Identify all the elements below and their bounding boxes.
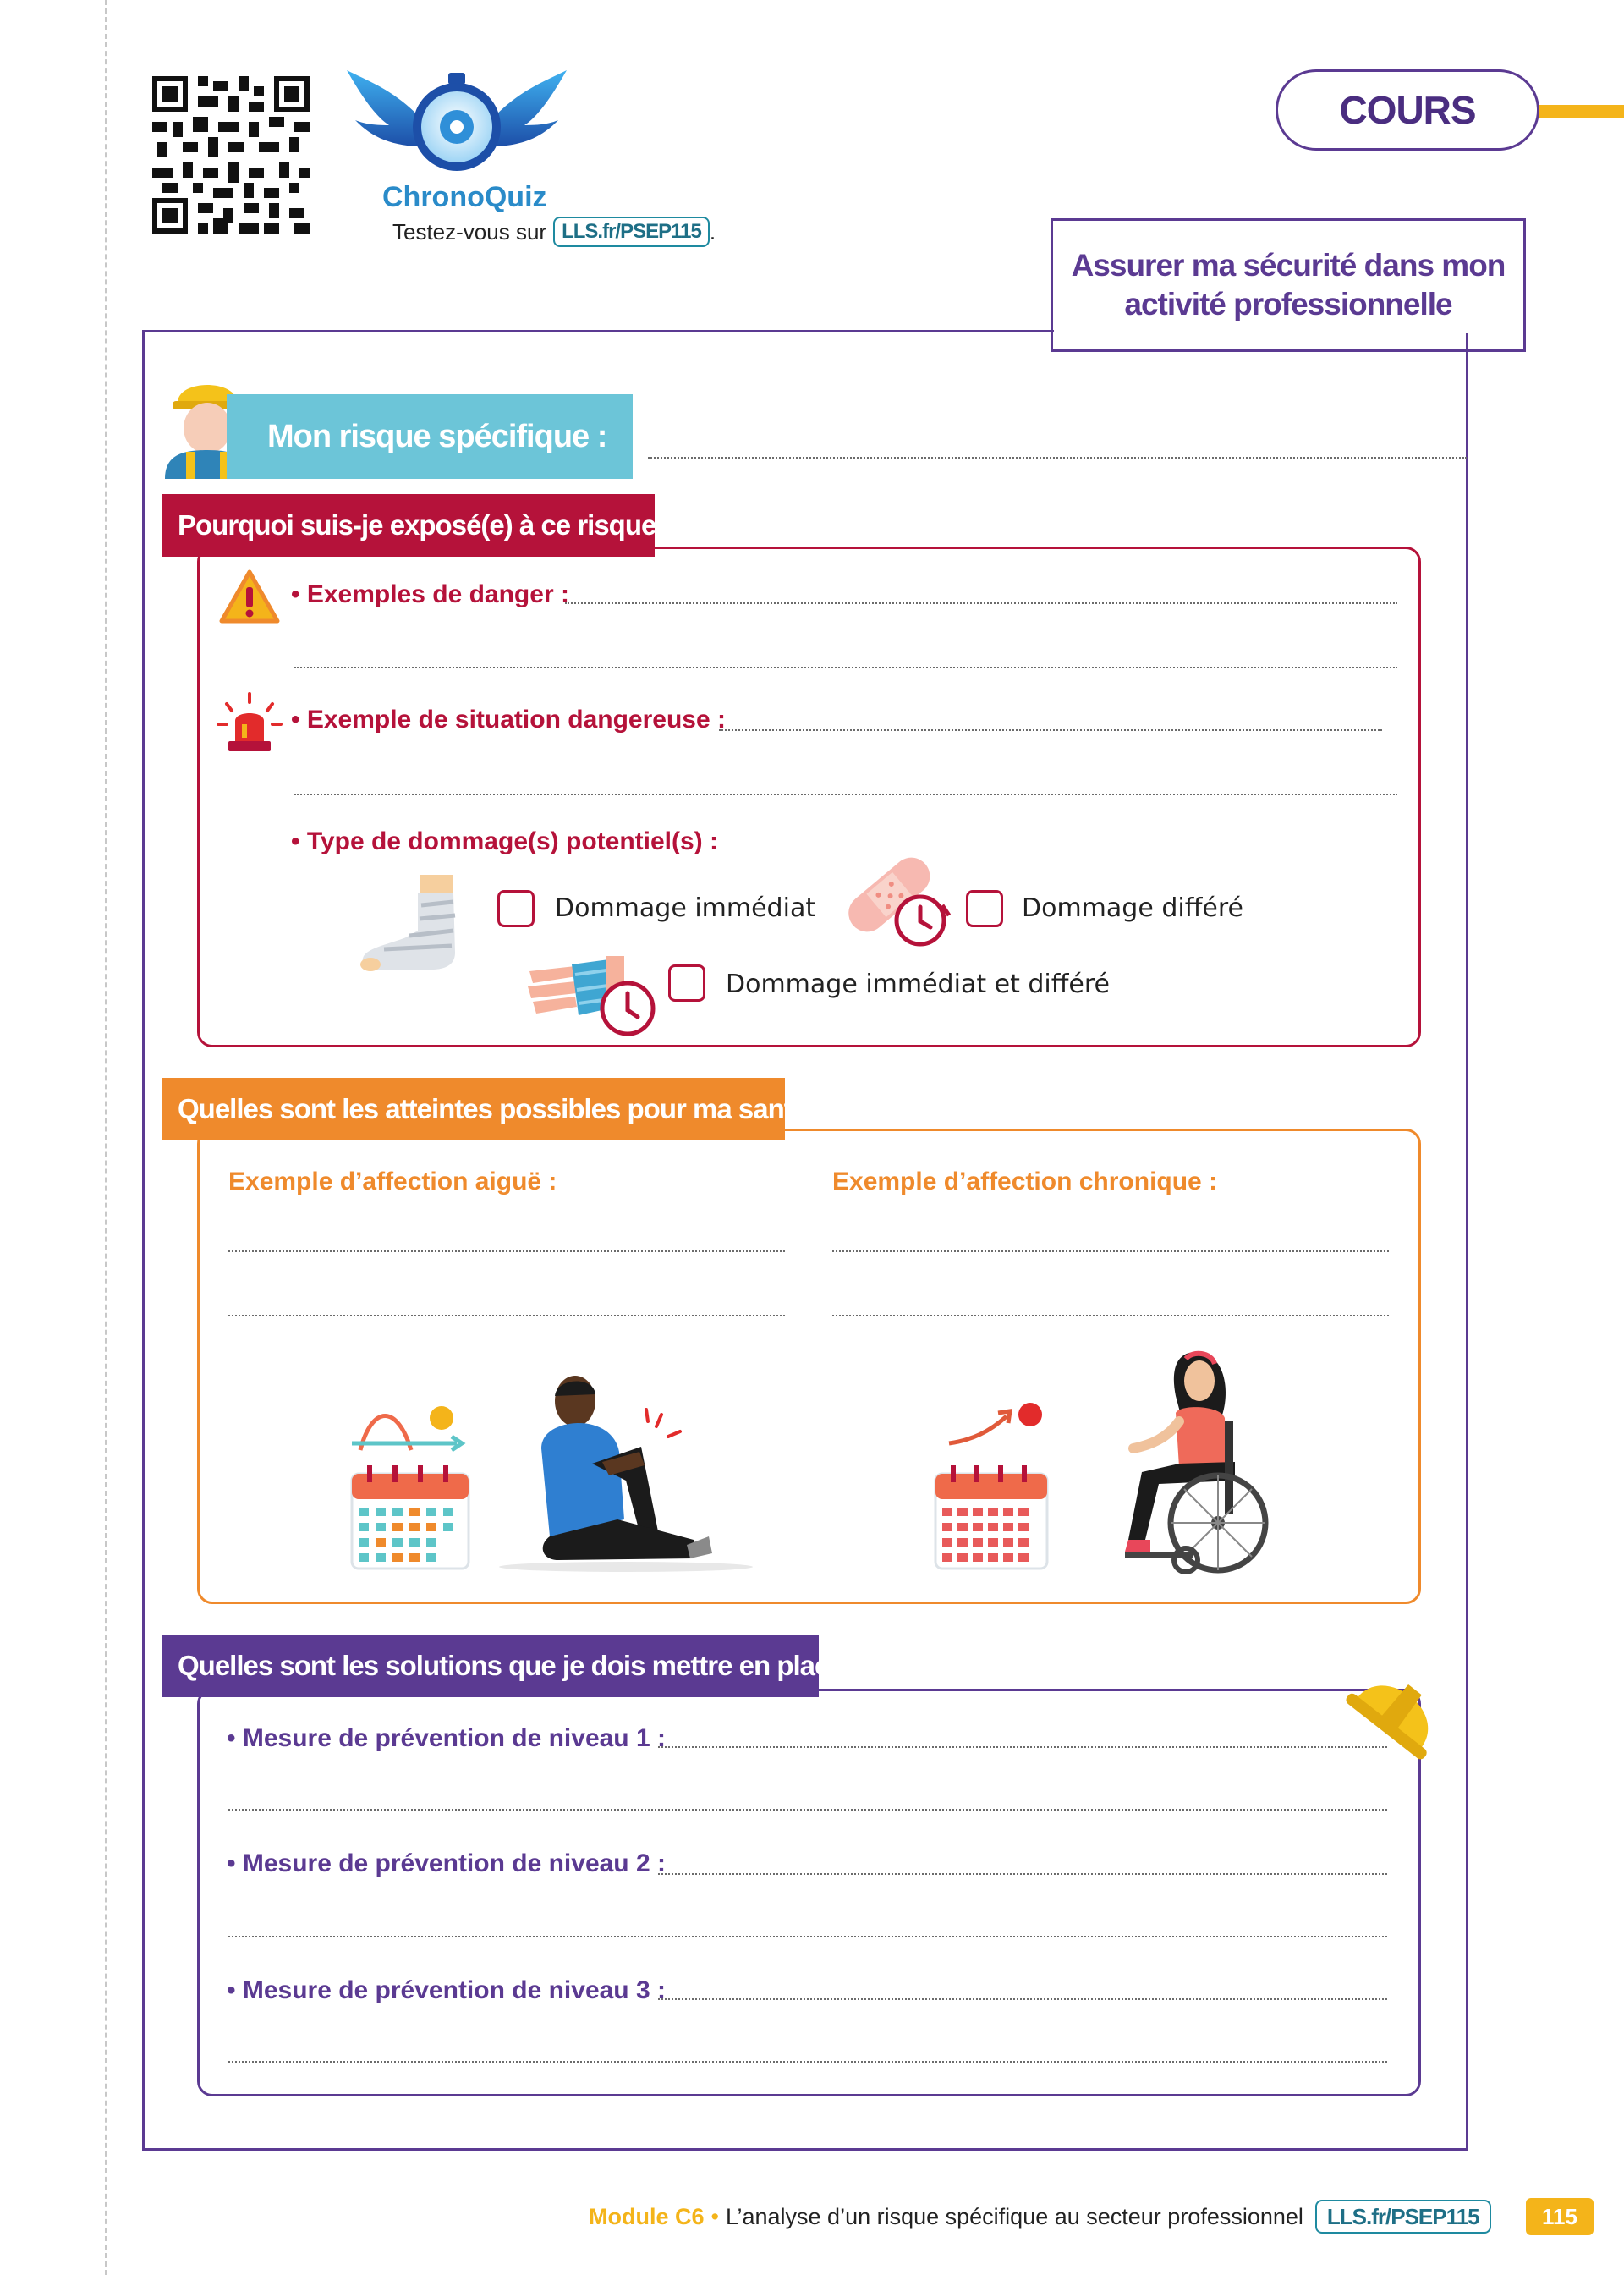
- chronic-answer-line-2[interactable]: [832, 1315, 1389, 1316]
- footer-link[interactable]: LLS.fr/PSEP115: [1315, 2200, 1491, 2234]
- acute-answer-line-2[interactable]: [228, 1315, 785, 1316]
- chronoquiz-logo-icon: [347, 66, 567, 180]
- chapter-title-line2: activité professionnelle: [1124, 287, 1452, 321]
- chronoquiz-title: ChronoQuiz: [382, 181, 547, 213]
- quiz-invite: [392, 217, 716, 247]
- risk-answer-line[interactable]: [648, 457, 1467, 459]
- footer: [589, 2200, 1491, 2234]
- bandaged-foot-icon: [359, 871, 465, 975]
- footer-separator: •: [710, 2203, 719, 2229]
- bandaged-hand-clock-icon: [524, 941, 660, 1037]
- warning-icon: [218, 569, 281, 624]
- exposure-heading: Pourquoi suis-je exposé(e) à ce risque ?: [178, 509, 679, 541]
- prevention-level-2-label: • Mesure de prévention de niveau 2 :: [227, 1849, 666, 1877]
- situation-label: • Exemple de situation dangereuse :: [291, 706, 726, 734]
- binding-line: [105, 0, 107, 2275]
- delayed-damage-label: Dommage différé: [1022, 893, 1243, 923]
- danger-answer-line-1[interactable]: [565, 602, 1397, 604]
- injured-man-illustration: [491, 1371, 761, 1574]
- health-heading-band: [162, 1078, 831, 1140]
- damage-label: • Type de dommage(s) potentiel(s) :: [291, 827, 718, 855]
- prevention-level-1-label: • Mesure de prévention de niveau 1 :: [227, 1724, 666, 1752]
- solutions-heading: Quelles sont les solutions que je dois mettre en place ?: [178, 1650, 868, 1681]
- danger-label: • Exemples de danger :: [291, 580, 569, 608]
- page-number: 115: [1542, 2203, 1577, 2229]
- solutions-heading-band: [162, 1635, 868, 1697]
- hard-hat-icon: [1345, 1655, 1450, 1770]
- chronic-label: Exemple d’affection chronique :: [832, 1168, 1218, 1195]
- immediate-damage-checkbox[interactable]: [497, 890, 535, 927]
- chronic-answer-line-1[interactable]: [832, 1250, 1389, 1252]
- immediate-damage-label: Dommage immédiat: [555, 893, 816, 923]
- health-heading: Quelles sont les atteintes possibles pour ma santé ?: [178, 1093, 831, 1124]
- wheelchair-woman-illustration: [1108, 1345, 1277, 1577]
- footer-module: Module C6: [589, 2203, 705, 2229]
- section-tag: [1276, 69, 1539, 151]
- risk-label-band: [227, 394, 633, 479]
- acute-label: Exemple d’affection aiguë :: [228, 1168, 557, 1195]
- plaster-clock-icon: [837, 843, 952, 949]
- section-tag-label: COURS: [1339, 88, 1476, 132]
- immediate-delayed-damage-checkbox[interactable]: [668, 964, 705, 1002]
- page-number-badge: [1526, 2198, 1594, 2235]
- acute-calendar-icon: [347, 1396, 474, 1574]
- danger-answer-line-2[interactable]: [294, 667, 1397, 668]
- chapter-title-line1: Assurer ma sécurité dans mon: [1071, 248, 1506, 283]
- alarm-siren-icon: [217, 690, 283, 755]
- prevention-level-2-line-2[interactable]: [228, 1936, 1387, 1937]
- quiz-link[interactable]: LLS.fr/PSEP115: [553, 217, 710, 247]
- frame-top-right: [1051, 330, 1468, 332]
- prevention-level-1-line-2[interactable]: [228, 1809, 1387, 1811]
- qr-code: [152, 76, 310, 234]
- quiz-invite-prefix: Testez-vous sur: [392, 218, 547, 245]
- prevention-level-3-line-2[interactable]: [228, 2061, 1387, 2063]
- situation-answer-line-1[interactable]: [719, 729, 1382, 731]
- prevention-level-3-label: • Mesure de prévention de niveau 3 :: [227, 1976, 666, 2004]
- prevention-level-3-line-1[interactable]: [658, 1998, 1387, 2000]
- footer-text: L’analyse d’un risque spécifique au secteur professionnel: [725, 2203, 1303, 2229]
- risk-label: Mon risque spécifique :: [267, 418, 607, 454]
- chronic-calendar-icon: [930, 1398, 1057, 1574]
- prevention-level-2-line-1[interactable]: [658, 1873, 1387, 1875]
- exposure-heading-band: [162, 494, 679, 557]
- delayed-damage-checkbox[interactable]: [966, 890, 1003, 927]
- prevention-level-1-line-1[interactable]: [658, 1746, 1387, 1748]
- acute-answer-line-1[interactable]: [228, 1250, 785, 1252]
- quiz-invite-suffix: .: [709, 218, 716, 245]
- immediate-delayed-damage-label: Dommage immédiat et différé: [726, 970, 1111, 999]
- situation-answer-line-2[interactable]: [294, 794, 1397, 795]
